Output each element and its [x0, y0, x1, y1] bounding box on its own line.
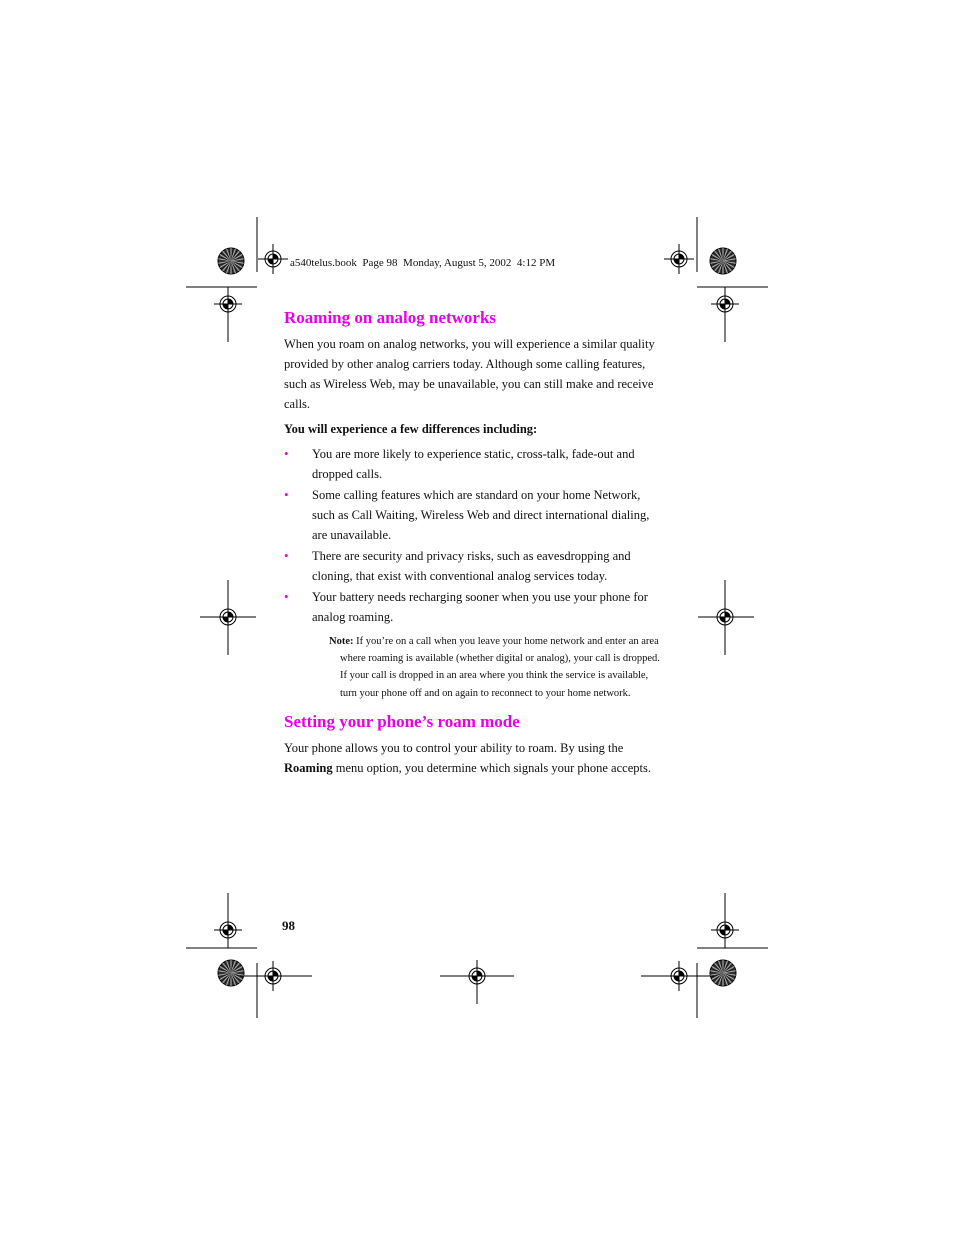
list-item — [284, 587, 664, 627]
section-intro-paragraph: When you roam on analog networks, you will experience a similar quality provided by other analog carriers today. Although some calling features, such as Wireless Web, may be unavailable, you can still make and receive calls. — [284, 337, 655, 411]
section-heading-roaming-analog: Roaming on analog networks — [284, 308, 497, 327]
section-heading-roam-mode: Setting your phone’s roam mode — [284, 711, 520, 731]
bullet-icon: • — [284, 589, 289, 604]
registration-starburst-icon — [710, 248, 736, 274]
roam-mode-text-end: menu option, you determine which signals your phone accepts. — [332, 760, 651, 775]
registration-crosshair-icon — [664, 244, 694, 274]
bullet-icon: • — [284, 548, 289, 563]
list-item — [284, 546, 664, 586]
registration-starburst-icon — [710, 960, 736, 986]
page-content — [284, 306, 664, 778]
list-item-text: You are more likely to experience static, cross-talk, fade-out and dropped calls. — [312, 447, 635, 481]
registration-starburst-icon — [218, 248, 244, 274]
list-item — [284, 485, 664, 545]
list-item — [284, 444, 664, 484]
page-number: 98 — [282, 918, 295, 933]
roaming-menu-term: Roaming — [284, 760, 333, 775]
list-item-text: Your battery needs recharging sooner when you use your phone for analog roaming. — [312, 590, 648, 624]
print-slug-header: a540telus.book Page 98 Monday, August 5, 2002 4:12 PM — [290, 257, 556, 269]
note-label: Note: — [329, 636, 354, 647]
list-item-text: Some calling features which are standard on your home Network, such as Call Waiting, Wireless Web and direct international dialing, are unavailable. — [312, 488, 650, 542]
differences-bullet-list — [284, 444, 664, 627]
differences-lead-text: You will experience a few differences including: — [284, 422, 538, 436]
note-text: If you’re on a call when you leave your home network and enter an area where roaming is available (whether digital or analog), your call is dropped. If your call is dropped in an area where you think the service is available, turn your phone off and on again to reconnect to your home network. — [340, 636, 660, 699]
roam-mode-text-start: Your phone allows you to control your ability to roam. By using the — [284, 740, 624, 755]
registration-starburst-icon — [218, 960, 244, 986]
bullet-icon: • — [284, 487, 289, 502]
list-item-text: There are security and privacy risks, such as eavesdropping and cloning, that exist with conventional analog services today. — [312, 549, 631, 583]
registration-crosshair-icon — [258, 244, 288, 274]
roaming-note — [329, 633, 664, 702]
bullet-icon: • — [284, 446, 289, 461]
roam-mode-paragraph — [284, 738, 664, 778]
